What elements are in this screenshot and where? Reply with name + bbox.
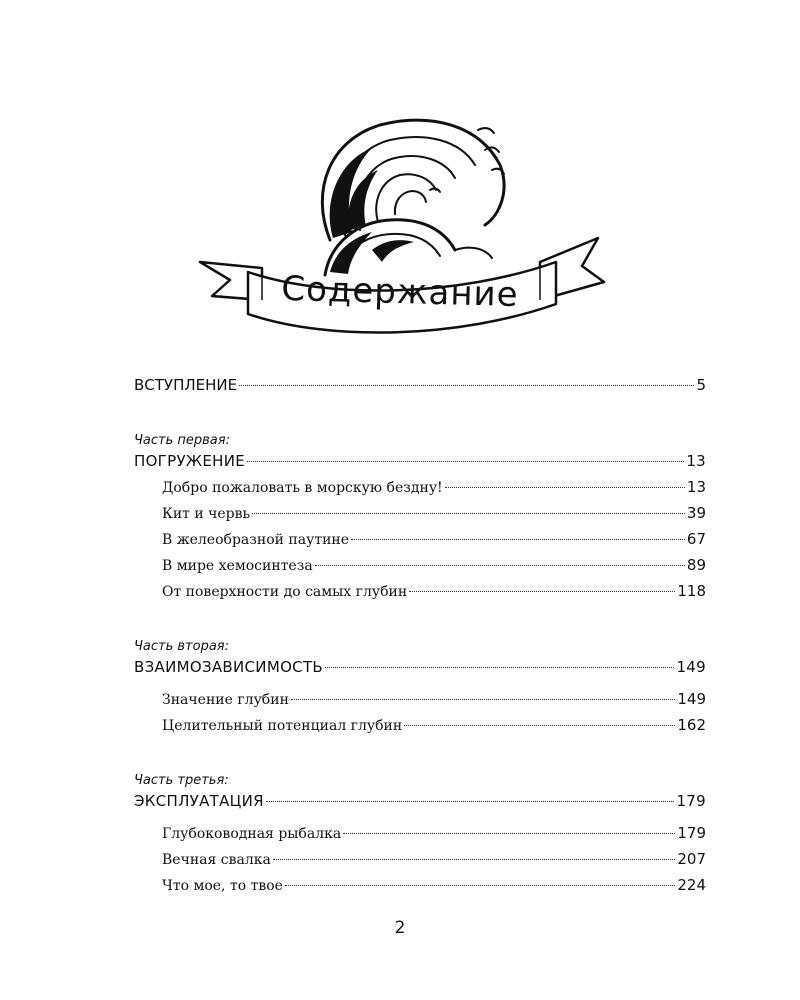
toc-chapter[interactable] [134,850,706,876]
toc-chapter-label: Глубоководная рыбалка [162,826,342,842]
dot-leader [404,725,675,726]
dot-leader [343,833,675,834]
dot-leader [351,539,685,540]
toc-chapter-label: Что мое, то твое [162,878,283,894]
dot-leader [266,801,675,802]
dot-leader [247,461,684,462]
dot-leader [291,699,675,700]
dot-leader [445,487,685,488]
table-of-contents [134,376,706,902]
toc-entry-page: 5 [696,376,706,394]
toc-chapter-label: Вечная свалка [162,852,271,868]
toc-section-label: ЭКСПЛУАТАЦИЯ [134,792,264,810]
toc-chapter[interactable] [134,824,706,850]
toc-section[interactable] [134,658,706,684]
toc-section-page: 179 [676,792,706,810]
part-label: Часть первая: [134,433,230,448]
toc-chapter-page: 39 [686,504,706,522]
toc-chapter-label: В мире хемосинтеза [162,558,313,574]
toc-chapter[interactable] [134,876,706,902]
toc-section-label: ВЗАИМОЗАВИСИМОСТЬ [134,658,323,676]
toc-chapter-page: 89 [686,556,706,574]
toc-chapter[interactable] [134,690,706,716]
toc-chapter-page: 207 [677,850,706,868]
toc-chapter-page: 149 [677,690,706,708]
toc-chapter-label: Кит и червь [162,506,251,522]
dot-leader [285,885,675,886]
toc-chapter-label: Значение глубин [162,692,289,708]
toc-chapter[interactable] [134,504,706,530]
toc-chapter-page: 118 [677,582,706,600]
toc-section[interactable] [134,452,706,478]
toc-chapter[interactable] [134,556,706,582]
dot-leader [325,667,674,668]
part-label: Часть вторая: [134,639,229,654]
toc-chapter[interactable] [134,716,706,742]
page-title: Содержание [280,268,520,316]
dot-leader [315,565,685,566]
toc-entry-label: ВСТУПЛЕНИЕ [134,376,238,394]
toc-chapter-page: 162 [677,716,706,734]
toc-entry-intro[interactable] [134,376,706,402]
toc-chapter-page: 67 [686,530,706,548]
toc-section-label: ПОГРУЖЕНИЕ [134,452,246,470]
toc-chapter-page: 179 [677,824,706,842]
dot-leader [252,513,685,514]
toc-section-page: 13 [686,452,706,470]
toc-section[interactable] [134,792,706,818]
dot-leader [273,859,676,860]
dot-leader [409,591,675,592]
toc-chapter[interactable] [134,582,706,608]
toc-chapter-label: Целительный потенциал глубин [162,718,403,734]
header-illustration [0,0,800,340]
toc-section-page: 149 [676,658,706,676]
dot-leader [239,385,694,386]
part-label: Часть третья: [134,773,229,788]
toc-chapter-label: Добро пожаловать в морскую бездну! [162,480,443,496]
toc-chapter-page: 13 [686,478,706,496]
page-number: 2 [394,918,406,938]
toc-chapter-label: В желеобразной паутине [162,532,350,548]
toc-chapter[interactable] [134,530,706,556]
toc-chapter-label: От поверхности до самых глубин [162,584,408,600]
toc-chapter-page: 224 [677,876,706,894]
toc-chapter[interactable] [134,478,706,504]
